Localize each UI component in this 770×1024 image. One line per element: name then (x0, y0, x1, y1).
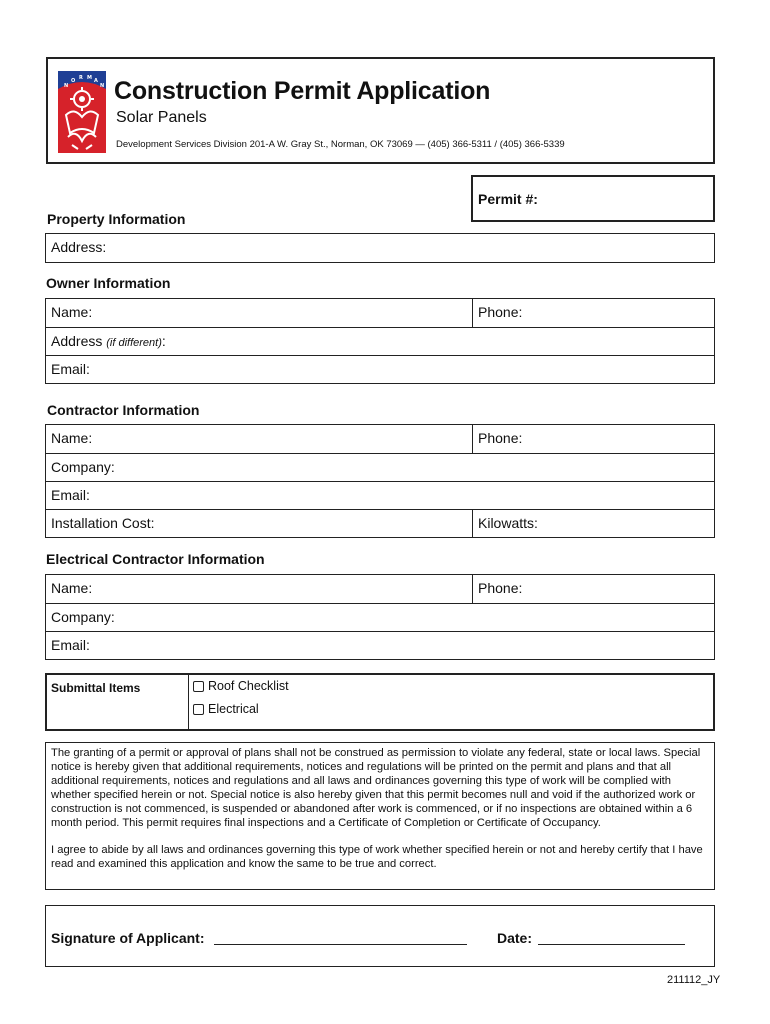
owner-email-field[interactable] (46, 355, 714, 383)
contractor-email-field[interactable] (46, 481, 714, 509)
contractor-form (45, 424, 715, 538)
electrical-phone-field[interactable] (472, 575, 715, 603)
permit-number-field[interactable] (471, 175, 715, 222)
owner-form (45, 298, 715, 384)
electrical-name-field[interactable] (46, 575, 472, 603)
owner-phone-label: Phone: (478, 304, 523, 320)
kilowatts-field[interactable] (472, 510, 715, 537)
property-address-label: Address: (51, 239, 107, 255)
electrical-phone-label: Phone: (478, 580, 523, 596)
owner-name-label: Name: (51, 304, 93, 320)
contractor-email-label: Email: (51, 487, 90, 503)
logo-letter-3: R (79, 75, 83, 81)
roof-checklist-item[interactable] (193, 679, 289, 693)
contractor-phone-field[interactable] (472, 425, 715, 453)
contractor-company-field[interactable] (46, 453, 714, 481)
form-code: 211112_JY (667, 974, 721, 986)
electrical-email-field[interactable] (46, 631, 714, 659)
header-box (46, 57, 715, 164)
electrical-email-label: Email: (51, 637, 90, 653)
roof-checklist-label: Roof Checklist (208, 679, 289, 693)
electrical-item-label: Electrical (208, 702, 259, 716)
contractor-name-field[interactable] (46, 425, 472, 453)
legal-notice (45, 742, 715, 890)
permit-number-label: Permit #: (478, 191, 538, 207)
page-subtitle: Solar Panels (116, 109, 207, 126)
property-section-title: Property Information (47, 211, 186, 227)
owner-address-label: Address (51, 333, 103, 349)
signature-label: Signature of Applicant: (51, 930, 205, 946)
installation-cost-label: Installation Cost: (51, 515, 155, 531)
logo-letter-5: A (94, 78, 98, 84)
logo-letter-6: N (100, 83, 105, 89)
owner-address-cell (46, 328, 714, 355)
owner-section-title: Owner Information (46, 275, 171, 291)
notice-paragraph-1: The granting of a permit or approval of plans shall not be construed as permission to violate any federal, state or local laws. Special notice is hereby given that additional requirements, notices and regulations will be printed on the permit and plans and that all additional requirements, notices and regulations and all laws and ordinances governing this type of work will be complied with whether specified herein or not. Special notice is also hereby given that this permit becomes null and void if the authorized work or construction is not commenced, is suspended or abandoned after work is commenced, or if no inspections are obtained within a 6 month period. This permit requires final inspections and a Certificate of Completion or Certificate of Occupancy. (51, 747, 701, 829)
property-form (45, 233, 715, 263)
submittal-items-box (45, 673, 715, 731)
electrical-company-label: Company: (51, 609, 115, 625)
submittal-items-label: Submittal Items (51, 681, 141, 695)
signature-box (45, 905, 715, 967)
roof-checklist-checkbox[interactable] (193, 681, 204, 692)
contractor-section-title: Contractor Information (47, 402, 200, 418)
owner-address-colon: : (161, 333, 166, 349)
notice-paragraph-2: I agree to abide by all laws and ordinances governing this type of work whether specified herein or not and hereby certify that I have read and examined this application and know the same to be true and correct. (51, 844, 703, 871)
page-title: Construction Permit Application (114, 77, 491, 105)
owner-name-row (46, 299, 714, 327)
contractor-name-label: Name: (51, 430, 93, 446)
installation-cost-field[interactable] (46, 510, 472, 537)
owner-name-field[interactable] (46, 299, 472, 327)
date-label: Date: (497, 930, 533, 946)
logo-letter-4: M (87, 75, 92, 81)
electrical-section-title: Electrical Contractor Information (46, 551, 265, 567)
electrical-form (45, 574, 715, 660)
contractor-cost-row (46, 509, 714, 537)
electrical-checkbox[interactable] (193, 704, 204, 715)
contractor-phone-label: Phone: (478, 430, 523, 446)
owner-address-field[interactable] (46, 327, 714, 355)
electrical-name-row (46, 575, 714, 603)
logo-letter-2: O (71, 78, 76, 84)
city-logo (58, 71, 106, 153)
kilowatts-label: Kilowatts: (478, 515, 538, 531)
owner-address-note: (if different) (106, 337, 162, 349)
signature-line[interactable] (214, 944, 467, 945)
submittal-divider (188, 675, 189, 729)
owner-phone-field[interactable] (472, 299, 715, 327)
contractor-company-label: Company: (51, 459, 115, 475)
owner-email-label: Email: (51, 361, 90, 377)
property-address-field[interactable] (46, 234, 714, 262)
electrical-name-label: Name: (51, 580, 93, 596)
logo-letter-1: N (64, 83, 69, 89)
office-address: Development Services Division 201-A W. Gray St., Norman, OK 73069 — (405) 366-5311 / (405) 366-5339 (116, 139, 565, 150)
electrical-item[interactable] (193, 702, 259, 716)
electrical-company-field[interactable] (46, 603, 714, 631)
date-line[interactable] (538, 944, 685, 945)
contractor-name-row (46, 425, 714, 453)
